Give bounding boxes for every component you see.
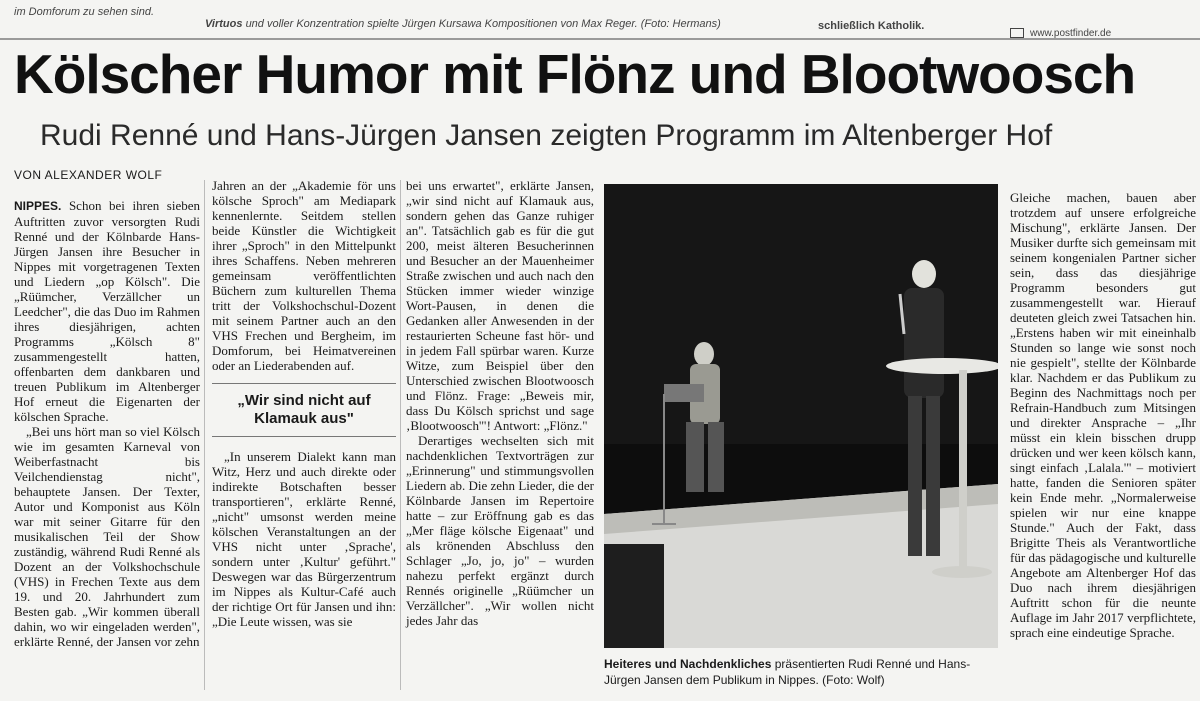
paragraph: Derartiges wechselten sich mit nachdenklichen Textvorträgen zur „Erinnerung" und stimmungsvollen Liedern ab. Die zehn Lieder, die der Kölnbarde Jansen im Repertoire hatte – zur Eröffnung gab es das „Mer fläge kölsche Eigenaat" und als krönenden Abschluss den Schlager „Jo, jo, jo" – wurden nahezu perfekt ergänzt durch Rennés originelle „Rüümcher un Verzällcher". „Wir wollen nicht jedes Jahr das xyxy=(406,433,594,628)
previous-caption-text: und voller Konzentration spielte Jürgen Kursawa Kompositionen von Max Reger. (Foto: Hermans) xyxy=(245,18,721,30)
pull-quote: „Wir sind nicht auf Klamauk aus" xyxy=(212,383,396,437)
column-divider xyxy=(204,180,205,690)
dateline: NIPPES. xyxy=(14,199,62,213)
byline: VON ALEXANDER WOLF xyxy=(14,168,163,182)
article-column-1 xyxy=(14,198,200,649)
previous-photo-caption xyxy=(205,18,721,30)
article-column-4 xyxy=(1010,190,1196,640)
neighbor-article-end: schließlich Katholik. xyxy=(818,20,925,32)
paragraph: Jahren an der „Akademie för uns kölsche Sproch" am Mediapark kennenlernte. Seitdem stellen beide Künstler die Wichtigkeit ihrer „Sproch" in den Mittelpunkt ihres Schaffens. Neben mehreren gemeinsam veröffentlichten Büchern zum kulturellen Thema tritt der Volkshochschul-Dozent mit seinem Partner auch an den VHS Frechen und Bergheim, im Domforum, bei Heimatvereinen oder an Liederabenden auf. xyxy=(212,178,396,373)
article-column-2 xyxy=(212,178,396,629)
photo-caption-text: präsentierten Rudi Renné und Hans-Jürgen Jansen dem Publikum in Nippes. (Foto: Wolf) xyxy=(604,657,971,687)
paragraph: „In unserem Dialekt kann man Witz, Herz und auch direkte oder indirekte Botschaften besser transportieren", erklärte Renné, „nicht" umsonst werden meine kölschen Veranstaltungen an der VHS nicht unter ‚Sprache', sondern unter ‚Kultur' geführt." Deswegen war das Bürgerzentrum im Nippes als Kultur-Café auch der richtige Ort für Jansen und ihn: „Die Leute wissen, was sie xyxy=(212,449,396,629)
headline: Kölscher Humor mit Flönz und Blootwoosch xyxy=(14,43,1136,105)
column-divider xyxy=(400,180,401,690)
photo-caption xyxy=(604,656,998,688)
paragraph: bei uns erwartet", erklärte Jansen, „wir sind nicht auf Klamauk aus, sondern gehen das Ganze ruhiger an". Tatsächlich gab es für die gut 200, meist älteren Besucherinnen und Besucher an der Mauenheimer Straße zwischen und auch nach den Stücken immer wieder winzige Wort-Pausen, in denen die Gedanken aller Anwesenden in der restaurierten Scheune fast hör- und in jedem Fall spürbar waren. Kurze Witze, zum Beispiel über den Unterschied zwischen Blootwoosch und Flönz. Frage: „Beweis mir, dass Du Kölsch sprichst und sage ‚Blootwoosch'"! Antwort: „Flönz." xyxy=(406,178,594,433)
envelope-icon xyxy=(1010,28,1024,38)
paragraph-text: Schon bei ihren sieben Auftritten zuvor versorgten Rudi Renné und der Kölnbarde Hans-Jürgen Jansen ihre Besucher in Nippes mit vorgetragenen Texten und Liedern „op Kölsch". Die „Rüümcher, Verzällcher un Leedcher", die das Duo im Rahmen ihres diesjährigen, achten Programms „Kölsch 8" zusammengestellt hatten, offenbarten dem dankbaren und treuen Publikum im Altenberger Hof erneut die Eigenarten der kölschen Sprache. xyxy=(14,198,201,424)
website-url: www.postfinder.de xyxy=(1030,28,1112,39)
stage-photo-illustration xyxy=(604,184,998,648)
website-note xyxy=(1010,28,1111,39)
top-strip xyxy=(0,0,1200,40)
article-photo xyxy=(604,184,998,648)
paragraph: Gleiche machen, bauen aber trotzdem auf unsere erfolgreiche Mischung", erklärte Jansen. Der Musiker durfte sich gemeinsam mit seinem kongenialen Partner sicher sein, dass das diesjährige Programm besonders gut zusammengestellt war. Hierauf deuteten gleich zwei Tatsachen hin. „Erstens haben wir mit eineinhalb Stunden so lange wie sonst noch nie gespielt", stellte der Kölnbarde klar. Nachdem er das Publikum zu Beginn des Nachmittags noch per Refrain-Handbuch zum Mitsingen und direkter Ansprache – „Ihr müsst ein klein bisschen drupp drücken und wer keen kölsch kann, singt einfach ‚Lalala.'" – motiviert hatte, fanden die Senioren später kein Ende mehr. „Normalerweise spielen wir nur eine knappe Stunde." Auch der Fakt, dass Brigitte Theis als Verantwortliche für das pädagogische und kulturelle Angebote am Altenberger Hof das Duo nach ihrem diesjährigen Auftritt schon für die neunte Auflage im Jahr 2017 verpflichtete, sprach eine eindeutige Sprache. xyxy=(1010,190,1196,640)
subheadline: Rudi Renné und Hans-Jürgen Jansen zeigten Programm im Altenberger Hof xyxy=(40,119,1053,152)
previous-article-end: im Domforum zu sehen sind. xyxy=(14,6,154,18)
paragraph xyxy=(14,198,200,424)
article-column-3 xyxy=(406,178,594,628)
paragraph: „Bei uns hört man so viel Kölsch wie im gesamten Karneval von Weiberfastnacht bis Veilchendienstag nicht", behauptete Jansen. Der Texter, Autor und Komponist aus Köln war mit seiner Gitarre für den musikalischen Teil der Show zuständig, während Rudi Renné als Dozent an der Volkshochschule (VHS) in Frechen Texte aus dem 19. und 20. Jahrhundert zum Besten gab. „Wir kommen überall dahin, wo wir eingeladen werden", erklärte Renné, der Jansen vor zehn xyxy=(14,424,200,649)
previous-caption-bold: Virtuos xyxy=(205,18,243,30)
photo-caption-bold: Heiteres und Nachdenkliches xyxy=(604,657,772,671)
